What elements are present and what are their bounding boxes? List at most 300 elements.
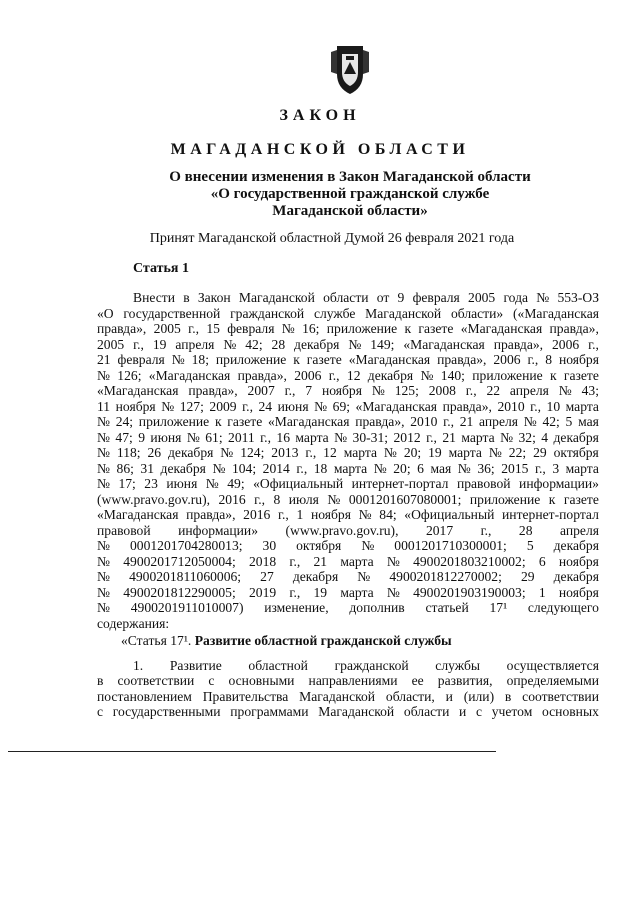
word: 3 — [552, 460, 560, 476]
word: области — [323, 290, 369, 305]
text-line — [97, 399, 599, 415]
text-line — [97, 352, 599, 368]
word: ноября — [310, 507, 351, 522]
word: марта — [340, 553, 374, 569]
word: (www.pravo.gov.ru), — [285, 522, 399, 538]
word: 20; — [393, 460, 411, 476]
word: 125; — [394, 383, 419, 398]
word: 16 — [276, 429, 290, 445]
word: г., — [260, 429, 271, 445]
word: ноября — [558, 553, 599, 569]
word: № — [371, 383, 385, 398]
word: 2006 — [551, 336, 580, 352]
text-line — [97, 445, 599, 461]
word: № — [383, 445, 397, 460]
word: Развитие — [169, 657, 222, 673]
word: 2013 — [271, 445, 299, 460]
word: г., — [588, 336, 599, 352]
word: 2017 — [425, 522, 454, 538]
text-line — [97, 368, 599, 384]
text-line — [97, 585, 599, 601]
word: 22; — [508, 445, 527, 460]
word: 16; — [302, 321, 320, 336]
word: 9 — [138, 429, 145, 445]
word: 0001201710300001; — [394, 538, 507, 553]
word: июля — [288, 491, 319, 507]
word: г., — [254, 491, 265, 507]
word: г., — [305, 445, 317, 460]
word: Магаданской — [318, 704, 395, 719]
word: декабря — [553, 569, 599, 584]
word: области, — [385, 688, 435, 704]
word: «Магаданская — [97, 383, 179, 398]
word: № — [523, 414, 537, 429]
word: областной — [248, 657, 308, 673]
word: и — [459, 704, 467, 719]
text-line — [97, 600, 599, 616]
word: «Магаданская — [148, 367, 231, 383]
word: с — [476, 704, 483, 719]
word: газете — [418, 321, 454, 336]
word: № — [334, 429, 348, 445]
word: марта — [448, 445, 482, 460]
word: № — [97, 584, 110, 600]
article-heading: Статья 1 — [133, 261, 189, 276]
word: приложение — [215, 352, 287, 367]
text-line — [97, 507, 599, 523]
word: № — [361, 538, 375, 553]
word: 4 — [541, 429, 549, 445]
word: № — [97, 460, 110, 476]
word: марта — [565, 460, 599, 476]
text-line: содержания: — [97, 615, 170, 631]
word: 32; — [518, 429, 536, 445]
article-paragraph — [97, 290, 599, 631]
word: г., — [530, 398, 541, 414]
word: 43; — [581, 383, 599, 398]
word: 2015 — [501, 460, 529, 476]
word: № — [386, 584, 400, 600]
word: к — [549, 367, 557, 383]
word: 47; — [115, 429, 133, 445]
word: г., — [443, 414, 454, 429]
word: 24; — [115, 414, 134, 429]
word: июня — [166, 476, 198, 491]
word: мая — [578, 414, 599, 429]
word: 4900201712050004; — [123, 553, 236, 569]
word: октября — [296, 538, 342, 553]
word: № — [558, 383, 572, 398]
word: 6 — [417, 460, 424, 476]
word: 19 — [313, 584, 328, 600]
text-line — [97, 476, 599, 492]
word: соответствии — [522, 688, 599, 704]
word: марта — [565, 398, 599, 414]
word: 126; — [117, 367, 142, 383]
word: приложение — [469, 491, 541, 507]
word: гражданской — [334, 657, 409, 673]
word: программами — [230, 704, 309, 719]
word: 18; — [191, 352, 209, 367]
document-title: ЗАКОН — [279, 107, 361, 124]
word: 49; — [227, 476, 245, 491]
text-line — [97, 414, 599, 430]
text-line — [97, 290, 599, 306]
word: 22 — [486, 383, 501, 398]
subtitle-line: «О государственной гражданской службе — [210, 186, 490, 202]
word: области» — [450, 305, 504, 321]
word: апреля — [175, 336, 215, 352]
word: «Магаданская — [460, 321, 543, 336]
word: № — [205, 476, 219, 491]
word: № — [223, 336, 237, 352]
word: № — [420, 367, 434, 383]
word: февраля — [412, 290, 460, 305]
word: марта — [295, 429, 329, 445]
word: Магаданской — [238, 290, 315, 305]
word: г., — [289, 584, 301, 600]
word: ноября — [558, 584, 599, 600]
word: правда», — [237, 367, 287, 383]
word: 30-31; — [352, 429, 389, 445]
word: 0001201704280013; — [129, 538, 243, 553]
word: 17; — [118, 476, 136, 491]
text-line — [97, 658, 599, 674]
word: 4900201811060006; — [129, 569, 242, 584]
document-subtitle — [120, 169, 580, 220]
word: г., — [188, 321, 199, 336]
word: № — [97, 553, 110, 569]
word: 36; — [477, 460, 495, 476]
word: осуществляется — [506, 657, 599, 673]
word: 149; — [370, 336, 395, 352]
word: 2010 — [497, 398, 525, 414]
word: 2012 — [393, 429, 421, 445]
word: г., — [289, 553, 301, 569]
word: июня — [277, 398, 309, 414]
word: приложение — [326, 321, 398, 336]
word: направлениями — [308, 673, 398, 688]
word: приложение — [472, 367, 543, 383]
word: 2016 — [218, 491, 246, 507]
word: ноября — [558, 352, 599, 367]
word: к — [404, 321, 412, 336]
word: № — [161, 398, 175, 414]
new-article-prefix: «Статья 17¹. — [121, 633, 192, 648]
word: № — [348, 336, 362, 352]
word: октября — [553, 445, 599, 460]
word: 84; — [379, 507, 397, 522]
word: г., — [277, 507, 289, 522]
adoption-note: Принят Магаданской областной Думой 26 февраля 2021 года — [149, 231, 515, 246]
text-line — [97, 383, 599, 399]
page-divider — [8, 751, 496, 752]
word: правовой — [456, 476, 511, 491]
word: дополнив — [349, 600, 405, 615]
word: № — [97, 476, 110, 491]
word: 1 — [538, 584, 546, 600]
word: № — [97, 445, 110, 460]
text-line — [97, 673, 599, 689]
word: газете — [306, 352, 342, 367]
word: 8 — [545, 352, 553, 367]
word: 2007 — [247, 383, 275, 398]
word: № — [488, 445, 502, 460]
word: 8 — [273, 491, 281, 507]
word: газете — [563, 491, 599, 507]
word: 4900201911010007) — [130, 600, 244, 615]
word: правда», — [442, 398, 492, 414]
word: 21 — [442, 429, 456, 445]
word: 553-ОЗ — [557, 290, 599, 305]
word: 140; — [440, 367, 465, 383]
word: г., — [465, 383, 477, 398]
text-line — [97, 523, 599, 539]
word: «Магаданская — [97, 507, 179, 522]
word: «Официальный — [404, 507, 495, 522]
word: 2006 — [294, 367, 322, 383]
text-line — [97, 461, 599, 477]
word: декабря — [160, 460, 206, 476]
word: декабря — [553, 538, 599, 553]
subtitle-line: О внесении изменения в Закон Магаданской области — [169, 169, 531, 185]
word: 104; — [231, 460, 257, 476]
word: статьей — [425, 600, 469, 615]
word: к — [214, 414, 222, 429]
word: соответствии — [117, 673, 195, 688]
word: «Магаданская — [348, 352, 431, 367]
text-line — [97, 492, 599, 508]
word: 12 — [346, 367, 361, 383]
word: г., — [534, 460, 546, 476]
word: и — [445, 688, 453, 704]
word: 2005 — [468, 290, 496, 305]
word: правда», — [188, 383, 238, 398]
word: к — [548, 491, 556, 507]
word: 15 — [206, 321, 220, 336]
word: 2005 — [153, 321, 181, 336]
word: правда», — [97, 321, 147, 336]
word: 5 — [526, 538, 534, 553]
word: г., — [527, 352, 539, 367]
word: постановлением — [97, 688, 192, 704]
word: информации» — [178, 522, 259, 538]
text-line — [97, 704, 599, 720]
word: службе — [313, 305, 356, 321]
document-region: МАГАДАНСКОЙ ОБЛАСТИ — [170, 141, 470, 158]
word: декабря — [367, 367, 414, 383]
word: правда», — [549, 321, 599, 336]
word: апреля — [559, 522, 599, 538]
word: г., — [426, 429, 437, 445]
word: 127; — [179, 398, 204, 414]
text-line — [97, 430, 599, 446]
word: г., — [296, 460, 308, 476]
word: № — [186, 429, 200, 445]
text-line — [97, 554, 599, 570]
word: приложение — [138, 414, 210, 429]
word: 6 — [538, 553, 546, 569]
text-line — [97, 538, 599, 554]
word: № — [281, 321, 295, 336]
word: № — [97, 429, 110, 445]
word: 2009 — [209, 398, 237, 414]
word: 4900201803210002; — [413, 553, 526, 569]
word: марта — [340, 584, 374, 600]
word: 5 — [565, 414, 573, 429]
word: Магаданской — [299, 688, 376, 704]
article-body — [97, 290, 599, 720]
word: 42; — [245, 336, 263, 352]
word: правда», — [186, 507, 236, 522]
word: 61; — [205, 429, 223, 445]
word: «Официальный — [253, 476, 344, 491]
word: 30 — [262, 538, 277, 553]
word: г., — [328, 367, 340, 383]
text-line — [97, 321, 599, 337]
word: декабря — [168, 445, 214, 460]
word: 2019 — [248, 584, 277, 600]
word: 4900201812290005; — [123, 584, 236, 600]
word: апреля — [479, 414, 519, 429]
word: февраля — [117, 352, 165, 367]
word: 28 — [518, 522, 533, 538]
word: 2006 — [493, 352, 521, 367]
word: интернет-портал — [502, 507, 599, 522]
word: 17¹ — [489, 600, 508, 615]
word: № — [500, 429, 514, 445]
word: 31 — [140, 460, 155, 476]
word: 12 — [323, 445, 337, 460]
word: марта — [333, 460, 368, 476]
word: марта — [343, 445, 377, 460]
word: 23 — [144, 476, 158, 491]
word: 21 — [459, 414, 474, 429]
word: № — [358, 507, 372, 522]
word: июня — [150, 429, 182, 445]
word: 29 — [520, 569, 535, 584]
word: № — [357, 569, 371, 584]
word: газете — [227, 414, 263, 429]
word: гражданской — [230, 305, 305, 321]
text-line — [97, 306, 599, 322]
word: к — [293, 352, 300, 367]
word: № — [314, 398, 328, 414]
word: области — [403, 704, 450, 719]
word: 1. — [133, 657, 144, 673]
word: 2016 — [243, 507, 271, 522]
word: ноября — [115, 398, 156, 414]
word: 20; — [403, 445, 422, 460]
word: 19 — [428, 445, 442, 460]
word: государственными — [112, 704, 221, 719]
word: правовой — [97, 522, 151, 538]
word: «Магаданская — [403, 336, 485, 352]
word: в — [97, 673, 104, 688]
word: государственной — [123, 305, 221, 321]
word: г., — [284, 383, 296, 398]
word: 26 — [147, 445, 162, 460]
text-line — [97, 689, 599, 705]
word: г., — [242, 398, 253, 414]
word: «О — [97, 305, 114, 321]
word: ее — [411, 673, 424, 688]
word: следующего — [527, 600, 599, 615]
word: от — [376, 290, 390, 305]
word: г., — [133, 336, 144, 352]
word: декабря — [294, 336, 340, 352]
word: 86; — [116, 460, 134, 476]
word: апреля — [509, 383, 549, 398]
word: 2018 — [248, 553, 277, 569]
word: 29 — [533, 445, 547, 460]
word: № — [171, 352, 185, 367]
word: декабря — [292, 569, 339, 584]
word: в — [183, 290, 190, 305]
word: февраля — [227, 321, 275, 336]
text-line — [97, 569, 599, 585]
word: ноября — [321, 383, 362, 398]
word: Правительства — [202, 688, 289, 704]
word: г., — [480, 522, 492, 538]
word: года — [503, 290, 529, 305]
word: («Магаданская — [513, 305, 599, 321]
coat-of-arms-icon — [329, 44, 371, 96]
subtitle-line: Магаданской области» — [272, 203, 428, 219]
word: интернет-портал — [351, 476, 449, 491]
word: 124; — [240, 445, 265, 460]
word: № — [373, 460, 387, 476]
word: № — [97, 600, 110, 615]
word: декабря — [553, 429, 599, 445]
word: № — [327, 491, 341, 507]
word: № — [457, 460, 471, 476]
word: № — [97, 569, 110, 584]
word: основных — [542, 704, 599, 719]
word: развития, — [437, 673, 493, 688]
word: правда», — [493, 336, 544, 352]
word: 7 — [305, 383, 313, 398]
word: 18 — [313, 460, 328, 476]
word: № — [97, 367, 110, 383]
word: правда», — [355, 414, 405, 429]
word: № — [212, 460, 226, 476]
word: учетом — [491, 704, 533, 719]
word: № — [97, 414, 110, 429]
word: № — [97, 538, 110, 553]
word: 11 — [97, 398, 111, 414]
word: марта — [461, 429, 495, 445]
word: изменение, — [264, 600, 329, 615]
word: № — [536, 290, 550, 305]
word: мая — [430, 460, 452, 476]
word: 2010 — [410, 414, 438, 429]
word: (www.pravo.gov.ru), — [97, 491, 210, 507]
word: 118; — [116, 445, 141, 460]
word: 28 — [271, 336, 286, 352]
word: Закон — [197, 290, 231, 305]
word: «Магаданская — [355, 398, 438, 414]
word: 4900201903190003; — [413, 584, 526, 600]
word: газете — [563, 367, 599, 383]
word: «Магаданская — [267, 414, 350, 429]
word: 2008 — [428, 383, 456, 398]
word: 2005 — [97, 336, 125, 352]
word: основными — [228, 673, 295, 688]
word: 21 — [313, 553, 328, 569]
new-article-heading — [97, 633, 599, 649]
word: 2011 — [228, 429, 255, 445]
